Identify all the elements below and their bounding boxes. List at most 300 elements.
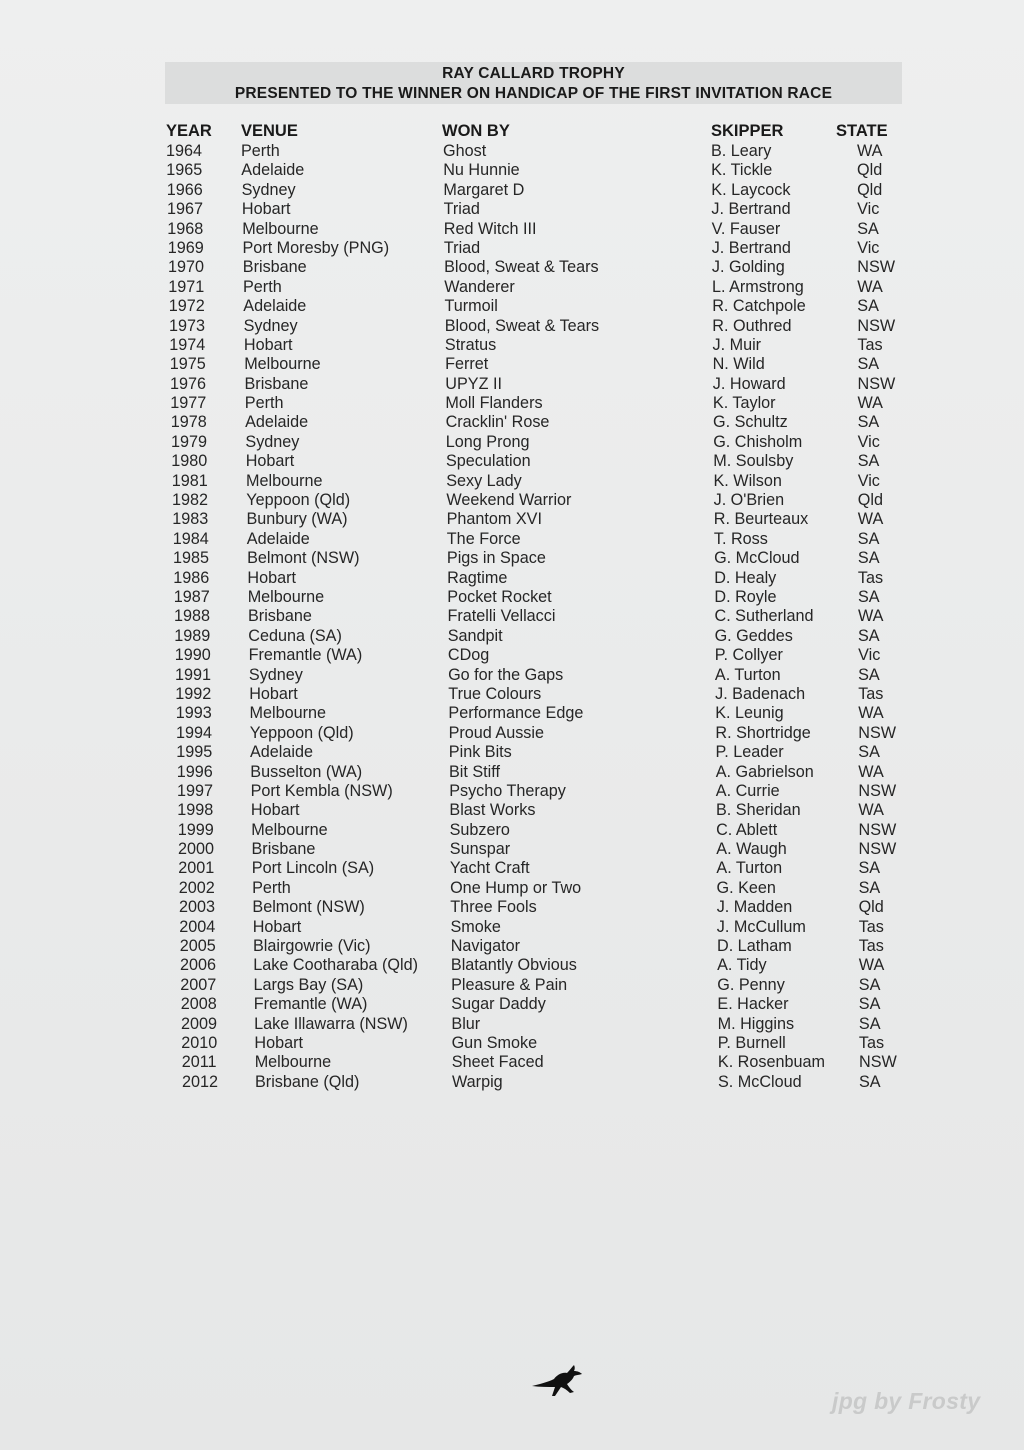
cell-venue: Sydney (248, 665, 303, 684)
cell-skipper: J. Golding (711, 258, 785, 277)
cell-skipper: D. Latham (717, 937, 792, 956)
cell-venue: Perth (241, 142, 280, 160)
cell-year: 1988 (174, 607, 211, 626)
table-row (166, 801, 906, 820)
cell-year: 2000 (178, 840, 215, 859)
cell-venue: Hobart (250, 801, 300, 820)
cell-year: 1981 (171, 471, 208, 490)
cell-state: Tas (858, 684, 884, 703)
cell-year: 1993 (175, 704, 212, 723)
cell-year: 1973 (169, 316, 206, 335)
cell-state: WA (858, 704, 884, 723)
cell-venue: Melbourne (246, 471, 323, 490)
cell-venue: Perth (252, 878, 291, 897)
cell-skipper: N. Wild (712, 355, 765, 374)
cell-year: 2012 (182, 1072, 219, 1091)
cell-state: WA (858, 956, 885, 975)
cell-state: SA (858, 878, 881, 897)
table-row (166, 840, 906, 859)
cell-skipper: A. Turton (716, 859, 783, 878)
cell-year: 1982 (172, 491, 209, 510)
cell-state: NSW (858, 840, 897, 859)
cell-won-by: Sandpit (447, 626, 503, 645)
cell-skipper: K. Leunig (715, 704, 784, 723)
table-row (166, 976, 906, 995)
table-row (166, 1073, 906, 1092)
cell-venue: Hobart (252, 917, 302, 936)
table-row (166, 995, 906, 1014)
table-row (166, 685, 906, 704)
cell-skipper: J. Badenach (715, 684, 806, 703)
cell-skipper: B. Leary (711, 142, 772, 160)
cell-state: Vic (857, 471, 880, 490)
kangaroo-icon (530, 1362, 584, 1398)
table-row (166, 821, 906, 840)
cell-won-by: Bit Stiff (449, 762, 500, 781)
cell-state: Vic (858, 646, 881, 665)
cell-won-by: Go for the Gaps (448, 665, 564, 684)
cell-won-by: Sugar Daddy (451, 995, 546, 1014)
cell-skipper: K. Taylor (712, 394, 776, 413)
table-row (166, 724, 906, 743)
cell-won-by: Pink Bits (448, 743, 512, 762)
cell-year: 1971 (168, 277, 205, 296)
table-row (166, 937, 906, 956)
cell-year: 1976 (170, 374, 207, 393)
cell-year: 1994 (176, 723, 213, 742)
table-row (166, 782, 906, 801)
cell-year: 1970 (168, 258, 205, 277)
cell-year: 1996 (176, 762, 213, 781)
cell-skipper: K. Laycock (711, 180, 791, 199)
cell-won-by: Yacht Craft (449, 859, 530, 878)
cell-won-by: Triad (443, 238, 481, 257)
cell-state: SA (857, 219, 879, 238)
cell-venue: Brisbane (248, 607, 312, 626)
cell-year: 2001 (178, 859, 215, 878)
cell-won-by: Performance Edge (448, 704, 584, 723)
cell-year: 2003 (179, 898, 216, 917)
cell-year: 2005 (179, 937, 216, 956)
cell-year: 1991 (175, 665, 212, 684)
cell-year: 1989 (174, 626, 211, 645)
cell-year: 1980 (171, 452, 208, 471)
cell-won-by: Navigator (450, 937, 520, 956)
cell-skipper: J. McCullum (716, 917, 806, 936)
cell-year: 2009 (181, 1014, 218, 1033)
table-row (166, 530, 906, 549)
cell-year: 2004 (179, 917, 216, 936)
cell-won-by: Psycho Therapy (449, 781, 566, 800)
cell-won-by: Warpig (452, 1072, 503, 1091)
cell-won-by: Gun Smoke (451, 1033, 538, 1052)
cell-skipper: D. Healy (714, 568, 777, 587)
column-header-year: YEAR (166, 122, 212, 140)
results-table (166, 142, 906, 1092)
cell-skipper: J. Howard (712, 374, 786, 393)
table-row (166, 239, 906, 258)
table-row (166, 472, 906, 491)
cell-skipper: M. Higgins (717, 1014, 795, 1033)
cell-won-by: Wanderer (444, 277, 515, 296)
table-row (166, 743, 906, 762)
cell-venue: Hobart (247, 568, 296, 587)
table-row (166, 200, 906, 219)
cell-won-by: Sexy Lady (446, 471, 522, 490)
cell-year: 1975 (169, 355, 206, 374)
cell-year: 2006 (180, 956, 217, 975)
cell-won-by: Turmoil (444, 297, 498, 316)
cell-state: NSW (857, 374, 896, 393)
cell-skipper: P. Burnell (717, 1033, 786, 1052)
cell-state: Vic (857, 200, 880, 219)
cell-year: 1983 (172, 510, 209, 529)
cell-won-by: Moll Flanders (445, 394, 543, 413)
cell-venue: Melbourne (247, 587, 325, 606)
cell-skipper: J. Muir (712, 335, 762, 354)
table-row (166, 569, 906, 588)
cell-year: 1987 (173, 587, 210, 606)
cell-venue: Hobart (243, 335, 293, 354)
table-row (166, 355, 906, 374)
cell-venue: Largs Bay (SA) (253, 975, 364, 994)
cell-venue: Melbourne (249, 704, 326, 723)
cell-won-by: Speculation (446, 452, 531, 471)
cell-year: 1965 (166, 161, 203, 180)
cell-year: 1969 (167, 238, 204, 257)
cell-won-by: Stratus (444, 335, 497, 354)
table-row (166, 1053, 906, 1072)
column-header-venue: VENUE (241, 122, 298, 140)
table-row (166, 161, 906, 180)
cell-won-by: Ghost (443, 142, 487, 160)
cell-year: 1978 (170, 413, 207, 432)
cell-skipper: K. Rosenbuam (717, 1053, 825, 1072)
table-row (166, 588, 906, 607)
table-row (166, 433, 906, 452)
table-row (166, 510, 906, 529)
page-subtitle: PRESENTED TO THE WINNER ON HANDICAP OF THE FIRST INVITATION RACE (234, 85, 833, 102)
cell-venue: Brisbane (242, 258, 307, 277)
cell-year: 1964 (166, 142, 203, 160)
cell-skipper: L. Armstrong (712, 277, 804, 296)
cell-skipper: A. Turton (714, 665, 781, 684)
cell-venue: Yeppoon (Qld) (249, 723, 354, 742)
table-row (166, 181, 906, 200)
cell-state: SA (858, 995, 881, 1014)
table-row (166, 704, 906, 723)
cell-state: Qld (857, 161, 883, 180)
table-row (166, 278, 906, 297)
cell-skipper: J. Bertrand (711, 238, 791, 257)
cell-won-by: Smoke (450, 917, 501, 936)
table-row (166, 898, 906, 917)
cell-state: WA (857, 277, 883, 296)
table-row (166, 413, 906, 432)
cell-state: NSW (858, 781, 897, 800)
cell-venue: Adelaide (245, 413, 309, 432)
cell-year: 1999 (177, 820, 214, 839)
cell-year: 1972 (168, 297, 205, 316)
cell-year: 1990 (174, 646, 211, 665)
cell-skipper: G. Chisholm (713, 432, 803, 451)
cell-venue: Port Kembla (NSW) (250, 781, 393, 800)
cell-year: 1966 (166, 180, 203, 199)
cell-skipper: C. Ablett (716, 820, 778, 839)
table-row (166, 1034, 906, 1053)
cell-year: 1977 (170, 394, 207, 413)
cell-year: 1979 (171, 432, 208, 451)
cell-state: SA (857, 297, 879, 316)
cell-venue: Adelaide (250, 743, 314, 762)
cell-venue: Hobart (254, 1033, 303, 1052)
cell-state: WA (858, 762, 884, 781)
cell-skipper: D. Royle (714, 587, 777, 606)
cell-won-by: Sheet Faced (451, 1053, 544, 1072)
cell-won-by: Ragtime (447, 568, 508, 587)
cell-venue: Port Lincoln (SA) (251, 859, 375, 878)
cell-state: SA (857, 452, 880, 471)
column-header-won-by: WON BY (442, 122, 510, 140)
cell-skipper: J. Bertrand (711, 200, 791, 219)
table-row (166, 859, 906, 878)
table-row (166, 879, 906, 898)
cell-year: 2007 (180, 975, 217, 994)
cell-year: 2010 (181, 1033, 218, 1052)
cell-venue: Adelaide (241, 161, 305, 180)
cell-won-by: Ferret (445, 355, 489, 374)
cell-won-by: Pigs in Space (446, 549, 546, 568)
cell-skipper: G. Schultz (713, 413, 788, 432)
cell-state: Qld (857, 491, 883, 510)
cell-state: SA (857, 355, 880, 374)
column-header-state: STATE (836, 122, 888, 140)
cell-skipper: J. O'Brien (713, 491, 785, 510)
cell-year: 1986 (173, 568, 210, 587)
cell-skipper: C. Sutherland (714, 607, 814, 626)
column-header-skipper: SKIPPER (711, 122, 784, 140)
cell-won-by: One Hump or Two (450, 878, 582, 897)
table-row (166, 549, 906, 568)
cell-venue: Melbourne (251, 820, 328, 839)
cell-won-by: Cracklin' Rose (445, 413, 550, 432)
watermark-text: jpg by Frosty (832, 1388, 981, 1414)
cell-won-by: Margaret D (443, 180, 525, 199)
cell-year: 1992 (175, 684, 212, 703)
table-row (166, 142, 906, 161)
cell-state: Tas (857, 335, 883, 354)
page-title: RAY CALLARD TROPHY (442, 65, 625, 82)
cell-won-by: Blast Works (449, 801, 536, 820)
cell-venue: Blairgowrie (Vic) (253, 937, 371, 956)
cell-won-by: Weekend Warrior (446, 491, 572, 510)
table-row (166, 918, 906, 937)
table-row (166, 297, 906, 316)
cell-skipper: G. Penny (717, 975, 785, 994)
cell-skipper: G. Geddes (714, 626, 793, 645)
cell-skipper: B. Sheridan (716, 801, 801, 820)
cell-state: SA (858, 626, 880, 645)
cell-venue: Hobart (241, 200, 291, 219)
cell-won-by: True Colours (448, 684, 542, 703)
cell-venue: Busselton (WA) (250, 762, 363, 781)
cell-state: Tas (858, 917, 884, 936)
cell-skipper: V. Fauser (711, 219, 781, 238)
cell-state: NSW (858, 723, 897, 742)
table-row (166, 627, 906, 646)
cell-state: Vic (857, 432, 880, 451)
cell-won-by: The Force (446, 529, 521, 548)
cell-won-by: Blood, Sweat & Tears (444, 258, 599, 277)
table-row (166, 336, 906, 355)
cell-won-by: Fratelli Vellacci (447, 607, 556, 626)
cell-won-by: Triad (443, 200, 480, 219)
table-row (166, 763, 906, 782)
cell-venue: Sydney (245, 432, 300, 451)
cell-skipper: R. Outhred (712, 316, 792, 335)
cell-state: SA (859, 1072, 881, 1091)
cell-state: Tas (857, 568, 884, 587)
cell-venue: Lake Illawarra (NSW) (254, 1014, 408, 1033)
cell-venue: Melbourne (254, 1053, 332, 1072)
cell-state: WA (858, 607, 884, 626)
cell-won-by: UPYZ II (445, 374, 502, 393)
cell-venue: Sydney (241, 180, 296, 199)
table-row (166, 375, 906, 394)
table-row (166, 1015, 906, 1034)
cell-won-by: Pocket Rocket (447, 587, 552, 606)
table-row (166, 317, 906, 336)
cell-year: 1984 (172, 529, 209, 548)
cell-year: 1995 (176, 743, 213, 762)
cell-year: 1974 (169, 335, 206, 354)
cell-venue: Belmont (NSW) (247, 549, 360, 568)
cell-skipper: R. Beurteaux (713, 510, 809, 529)
cell-won-by: Blood, Sweat & Tears (444, 316, 600, 335)
cell-skipper: E. Hacker (717, 995, 789, 1014)
cell-year: 1997 (177, 781, 214, 800)
cell-won-by: Sunspar (449, 840, 511, 859)
cell-state: NSW (858, 820, 897, 839)
cell-won-by: Phantom XVI (446, 510, 542, 529)
cell-year: 2008 (180, 995, 217, 1014)
cell-won-by: Subzero (449, 820, 510, 839)
table-header (166, 122, 906, 144)
cell-skipper: J. Madden (716, 898, 793, 917)
cell-venue: Lake Cootharaba (Qld) (253, 956, 418, 975)
cell-skipper: A. Waugh (716, 840, 787, 859)
cell-state: Tas (858, 937, 884, 956)
cell-state: SA (858, 587, 880, 606)
cell-won-by: Three Fools (450, 898, 537, 917)
cell-venue: Belmont (NSW) (252, 898, 365, 917)
cell-won-by: Proud Aussie (448, 723, 544, 742)
cell-skipper: P. Leader (715, 743, 784, 762)
cell-year: 1985 (173, 549, 210, 568)
cell-venue: Adelaide (246, 529, 310, 548)
cell-venue: Port Moresby (PNG) (242, 238, 390, 257)
cell-state: NSW (857, 258, 896, 277)
cell-venue: Brisbane (244, 374, 309, 393)
cell-venue: Hobart (245, 452, 295, 471)
cell-skipper: T. Ross (713, 529, 768, 548)
cell-skipper: A. Tidy (717, 956, 767, 975)
cell-state: SA (858, 859, 881, 878)
cell-year: 1967 (167, 200, 204, 219)
cell-won-by: Blur (451, 1014, 481, 1033)
cell-state: SA (857, 413, 880, 432)
cell-won-by: CDog (447, 646, 490, 665)
cell-won-by: Pleasure & Pain (451, 975, 568, 994)
cell-state: SA (857, 549, 880, 568)
cell-skipper: K. Wilson (713, 471, 782, 490)
table-row (166, 646, 906, 665)
cell-venue: Fremantle (WA) (248, 646, 363, 665)
cell-won-by: Red Witch III (443, 219, 537, 238)
cell-state: Qld (858, 898, 884, 917)
cell-state: NSW (857, 316, 896, 335)
cell-year: 1998 (177, 801, 214, 820)
cell-won-by: Blatantly Obvious (450, 956, 577, 975)
table-row (166, 666, 906, 685)
cell-skipper: S. McCloud (718, 1072, 802, 1091)
cell-skipper: A. Currie (715, 781, 780, 800)
cell-skipper: G. McCloud (714, 549, 800, 568)
cell-state: Vic (857, 238, 880, 257)
cell-won-by: Nu Hunnie (443, 161, 520, 180)
table-row (166, 452, 906, 471)
cell-venue: Brisbane (251, 840, 316, 859)
cell-state: WA (857, 142, 883, 160)
cell-venue: Yeppoon (Qld) (246, 491, 351, 510)
cell-venue: Perth (243, 277, 282, 296)
table-row (166, 394, 906, 413)
title-banner (165, 62, 902, 104)
cell-venue: Sydney (243, 316, 298, 335)
table-row (166, 491, 906, 510)
cell-venue: Ceduna (SA) (248, 626, 342, 645)
cell-venue: Melbourne (242, 219, 319, 238)
cell-state: NSW (859, 1053, 897, 1072)
table-row (166, 607, 906, 626)
cell-state: WA (857, 394, 883, 413)
cell-venue: Perth (244, 394, 284, 413)
cell-venue: Adelaide (243, 297, 307, 316)
cell-skipper: P. Collyer (714, 646, 783, 665)
cell-venue: Fremantle (WA) (253, 995, 368, 1014)
table-row (166, 956, 906, 975)
cell-skipper: K. Tickle (711, 161, 773, 180)
cell-state: SA (858, 1014, 881, 1033)
cell-venue: Hobart (249, 684, 298, 703)
cell-state: Qld (857, 180, 883, 199)
cell-year: 1968 (167, 219, 204, 238)
cell-skipper: G. Keen (716, 878, 776, 897)
cell-state: SA (858, 975, 881, 994)
table-row (166, 220, 906, 239)
cell-year: 2011 (181, 1053, 217, 1072)
cell-skipper: A. Gabrielson (715, 762, 814, 781)
table-row (166, 258, 906, 277)
cell-year: 2002 (178, 878, 215, 897)
cell-state: SA (858, 665, 880, 684)
cell-skipper: R. Catchpole (712, 297, 806, 316)
cell-state: Tas (858, 1033, 885, 1052)
cell-state: SA (858, 743, 880, 762)
cell-won-by: Long Prong (445, 432, 530, 451)
cell-state: WA (857, 510, 884, 529)
cell-venue: Brisbane (Qld) (255, 1072, 360, 1091)
